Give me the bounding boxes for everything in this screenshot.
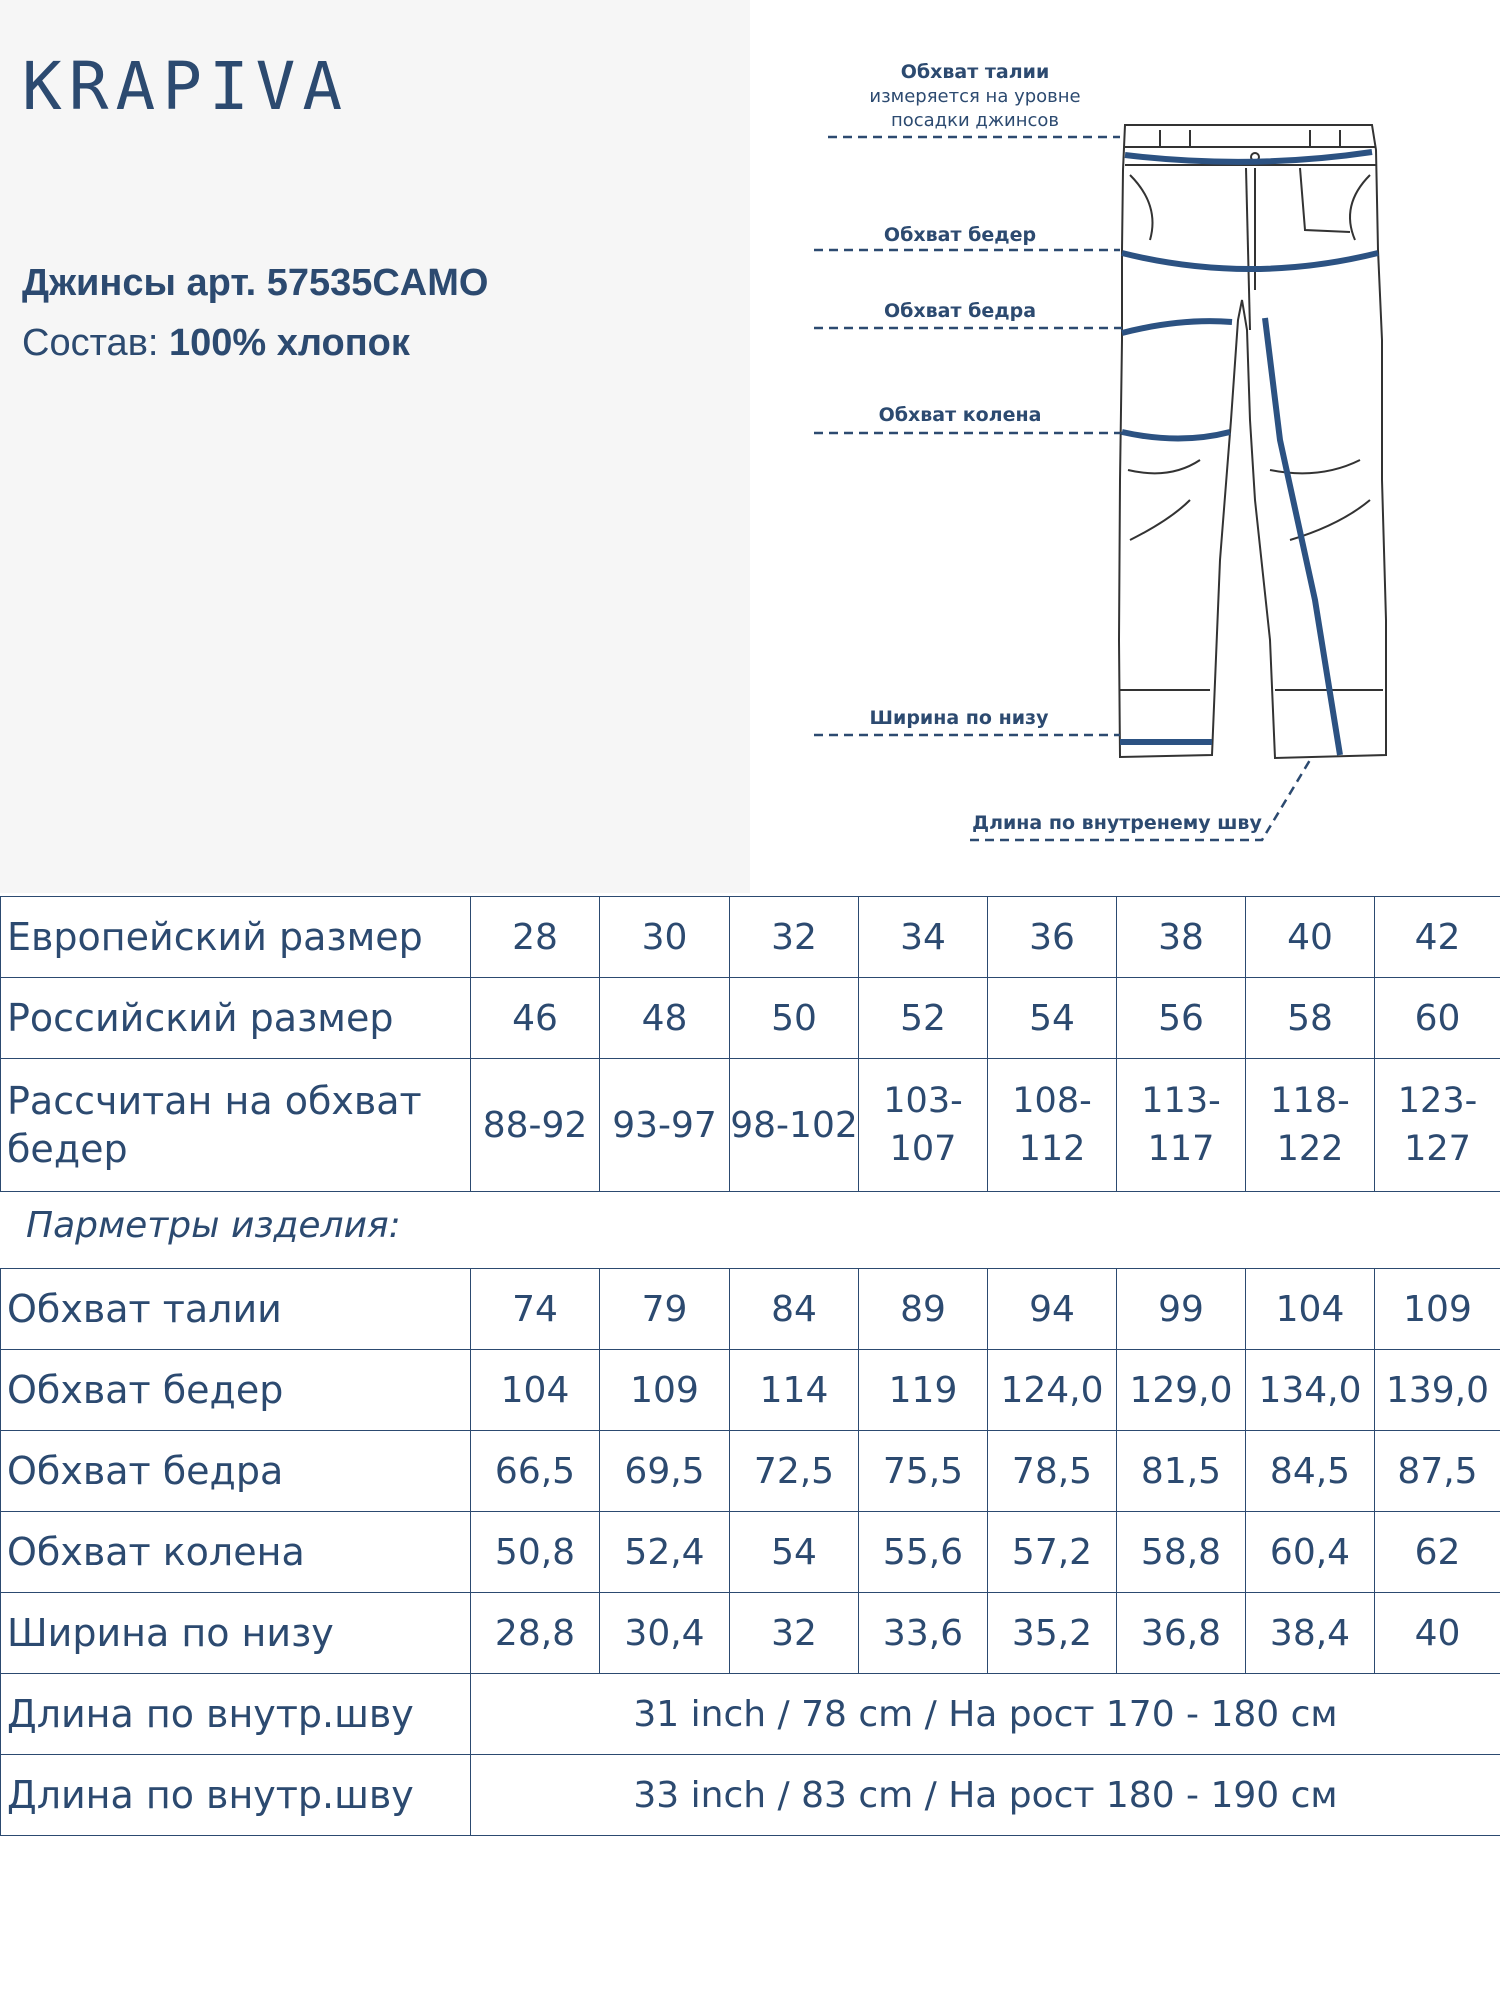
- row-label: Европейский размер: [1, 897, 471, 978]
- cell: 124,0: [988, 1350, 1117, 1431]
- cell: 72,5: [730, 1431, 859, 1512]
- cell: 35,2: [988, 1593, 1117, 1674]
- cell: 118-122: [1246, 1059, 1375, 1192]
- waist-note-2: посадки джинсов: [890, 110, 1060, 131]
- hips-label: Обхват бедер: [883, 224, 1037, 246]
- jeans-outline: [1119, 125, 1386, 758]
- brand-logo: KRAPIVA: [22, 48, 350, 125]
- cell: 30,4: [600, 1593, 730, 1674]
- cell: 94: [988, 1269, 1117, 1350]
- cell: 104: [1246, 1269, 1375, 1350]
- bottom-label: Ширина по низу: [869, 707, 1049, 729]
- cell: 104: [471, 1350, 600, 1431]
- cell: 58,8: [1117, 1512, 1246, 1593]
- cell: 62: [1375, 1512, 1500, 1593]
- cell: 60,4: [1246, 1512, 1375, 1593]
- cell: 55,6: [859, 1512, 988, 1593]
- cell: 87,5: [1375, 1431, 1500, 1512]
- table-row: [1, 978, 1500, 1059]
- table-row: [1, 1593, 1500, 1674]
- table-row: [1, 1269, 1500, 1350]
- cell: 36,8: [1117, 1593, 1246, 1674]
- cell: 134,0: [1246, 1350, 1375, 1431]
- row-label: Ширина по низу: [1, 1593, 471, 1674]
- cell: 36: [988, 897, 1117, 978]
- cell: 129,0: [1117, 1350, 1246, 1431]
- cell: 99: [1117, 1269, 1246, 1350]
- waist-label: Обхват талии: [900, 61, 1050, 83]
- cell: 84,5: [1246, 1431, 1375, 1512]
- row-label: Обхват колена: [1, 1512, 471, 1593]
- row-label: Обхват бедер: [1, 1350, 471, 1431]
- cell: 32: [730, 1593, 859, 1674]
- cell: 40: [1246, 897, 1375, 978]
- length-cell: 33 inch / 83 cm / На рост 180 - 190 см: [471, 1755, 1500, 1836]
- thigh-label: Обхват бедра: [883, 300, 1037, 322]
- cell: 48: [600, 978, 730, 1059]
- cell: 113-117: [1117, 1059, 1246, 1192]
- composition: [22, 322, 410, 365]
- cell: 57,2: [988, 1512, 1117, 1593]
- cell: 78,5: [988, 1431, 1117, 1512]
- params-heading: Парметры изделия:: [26, 1205, 401, 1246]
- cell: 139,0: [1375, 1350, 1500, 1431]
- cell: 93-97: [600, 1059, 730, 1192]
- cell: 50,8: [471, 1512, 600, 1593]
- row-label: Длина по внутр.шву: [1, 1674, 471, 1755]
- row-label: Длина по внутр.шву: [1, 1755, 471, 1836]
- cell: 40: [1375, 1593, 1500, 1674]
- composition-value: 100% хлопок: [169, 322, 410, 364]
- cell: 58: [1246, 978, 1375, 1059]
- cell: 88-92: [471, 1059, 600, 1192]
- table-row: [1, 1755, 1500, 1836]
- cell: 30: [600, 897, 730, 978]
- cell: 103-107: [859, 1059, 988, 1192]
- cell: 123-127: [1375, 1059, 1500, 1192]
- table-row: [1, 1350, 1500, 1431]
- cell: 60: [1375, 978, 1500, 1059]
- table-row: [1, 1431, 1500, 1512]
- row-label: Рассчитан на обхват бедер: [1, 1059, 471, 1192]
- knee-label: Обхват колена: [878, 404, 1042, 426]
- cell: 50: [730, 978, 859, 1059]
- cell: 109: [600, 1350, 730, 1431]
- cell: 66,5: [471, 1431, 600, 1512]
- cell: 52: [859, 978, 988, 1059]
- cell: 28,8: [471, 1593, 600, 1674]
- cell: 38,4: [1246, 1593, 1375, 1674]
- cell: 109: [1375, 1269, 1500, 1350]
- cell: 81,5: [1117, 1431, 1246, 1512]
- cell: 119: [859, 1350, 988, 1431]
- cell: 54: [988, 978, 1117, 1059]
- jeans-diagram: [750, 0, 1500, 860]
- cell: 108-112: [988, 1059, 1117, 1192]
- cell: 32: [730, 897, 859, 978]
- product-title: Джинсы арт. 57535CAMO: [22, 262, 489, 304]
- table-row: [1, 897, 1500, 978]
- size-table: [0, 896, 1500, 1192]
- cell: 38: [1117, 897, 1246, 978]
- composition-label: Состав:: [22, 322, 159, 364]
- row-label: Российский размер: [1, 978, 471, 1059]
- cell: 28: [471, 897, 600, 978]
- cell: 34: [859, 897, 988, 978]
- cell: 69,5: [600, 1431, 730, 1512]
- table-row: [1, 1059, 1500, 1192]
- cell: 79: [600, 1269, 730, 1350]
- cell: 75,5: [859, 1431, 988, 1512]
- cell: 42: [1375, 897, 1500, 978]
- row-label: Обхват талии: [1, 1269, 471, 1350]
- header-panel: [0, 0, 750, 893]
- cell: 46: [471, 978, 600, 1059]
- row-label: Обхват бедра: [1, 1431, 471, 1512]
- cell: 89: [859, 1269, 988, 1350]
- cell: 74: [471, 1269, 600, 1350]
- cell: 98-102: [730, 1059, 859, 1192]
- cell: 56: [1117, 978, 1246, 1059]
- cell: 33,6: [859, 1593, 988, 1674]
- measure-lines: [1120, 152, 1378, 755]
- table-row: [1, 1512, 1500, 1593]
- cell: 52,4: [600, 1512, 730, 1593]
- waist-note-1: измеряется на уровне: [869, 86, 1081, 107]
- length-cell: 31 inch / 78 cm / На рост 170 - 180 см: [471, 1674, 1500, 1755]
- cell: 114: [730, 1350, 859, 1431]
- params-table: [0, 1268, 1500, 1836]
- inseam-label: Длина по внутренему шву: [972, 812, 1262, 834]
- cell: 54: [730, 1512, 859, 1593]
- cell: 84: [730, 1269, 859, 1350]
- table-row: [1, 1674, 1500, 1755]
